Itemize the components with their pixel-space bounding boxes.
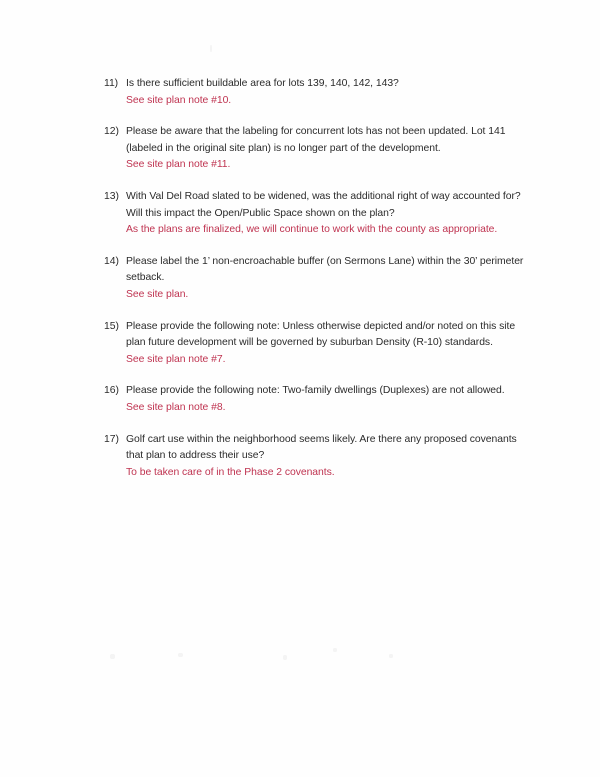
item-number: 14) — [104, 255, 119, 267]
scan-artifact — [110, 654, 115, 659]
comment-item — [104, 189, 534, 239]
item-question: Please provide the following note: Unless otherwise depicted and/or noted on this site plan future development will be governed by suburban Density (R-10) standards. — [126, 320, 516, 349]
item-question: Please provide the following note: Two-family dwellings (Duplexes) are not allowed. — [126, 385, 505, 397]
comment-item — [104, 76, 534, 109]
item-number: 15) — [104, 320, 119, 332]
item-response: See site plan note #10. — [126, 94, 232, 106]
scan-artifact — [283, 655, 287, 660]
review-comment-list — [104, 76, 534, 496]
item-question: Golf cart use within the neighborhood seems likely. Are there any proposed covenants that plan to address their use? — [126, 433, 517, 462]
item-question: Please label the 1’ non-encroachable buffer (on Sermons Lane) within the 30’ perimeter setback. — [126, 255, 524, 284]
scan-artifact — [178, 653, 183, 657]
scan-artifact — [333, 648, 337, 652]
scan-artifact — [210, 45, 212, 52]
item-number: 16) — [104, 385, 119, 397]
item-response: See site plan. — [126, 288, 189, 300]
comment-item — [104, 254, 534, 304]
comment-item — [104, 432, 534, 482]
item-number: 12) — [104, 126, 119, 138]
item-question: Is there sufficient buildable area for lots 139, 140, 142, 143? — [126, 78, 399, 89]
item-question: Please be aware that the labeling for concurrent lots has not been updated. Lot 141 (labeled in the original site plan) is no longer part of the development. — [126, 126, 506, 154]
comment-item — [104, 383, 534, 416]
item-response: See site plan note #8. — [126, 401, 226, 413]
comment-item — [104, 124, 534, 174]
item-question: With Val Del Road slated to be widened, was the additional right of way accounted for? Will this impact the Open/Public Space shown on the plan? — [126, 190, 521, 219]
item-response: See site plan note #11. — [126, 159, 231, 171]
comment-item — [104, 319, 534, 369]
item-number: 17) — [104, 433, 119, 445]
item-response: See site plan note #7. — [126, 353, 226, 365]
scan-artifact — [389, 654, 393, 658]
item-number: 13) — [104, 190, 119, 202]
item-number: 11) — [104, 78, 119, 89]
item-response: As the plans are finalized, we will continue to work with the county as appropriate. — [126, 224, 498, 236]
item-response: To be taken care of in the Phase 2 covenants. — [126, 466, 335, 478]
